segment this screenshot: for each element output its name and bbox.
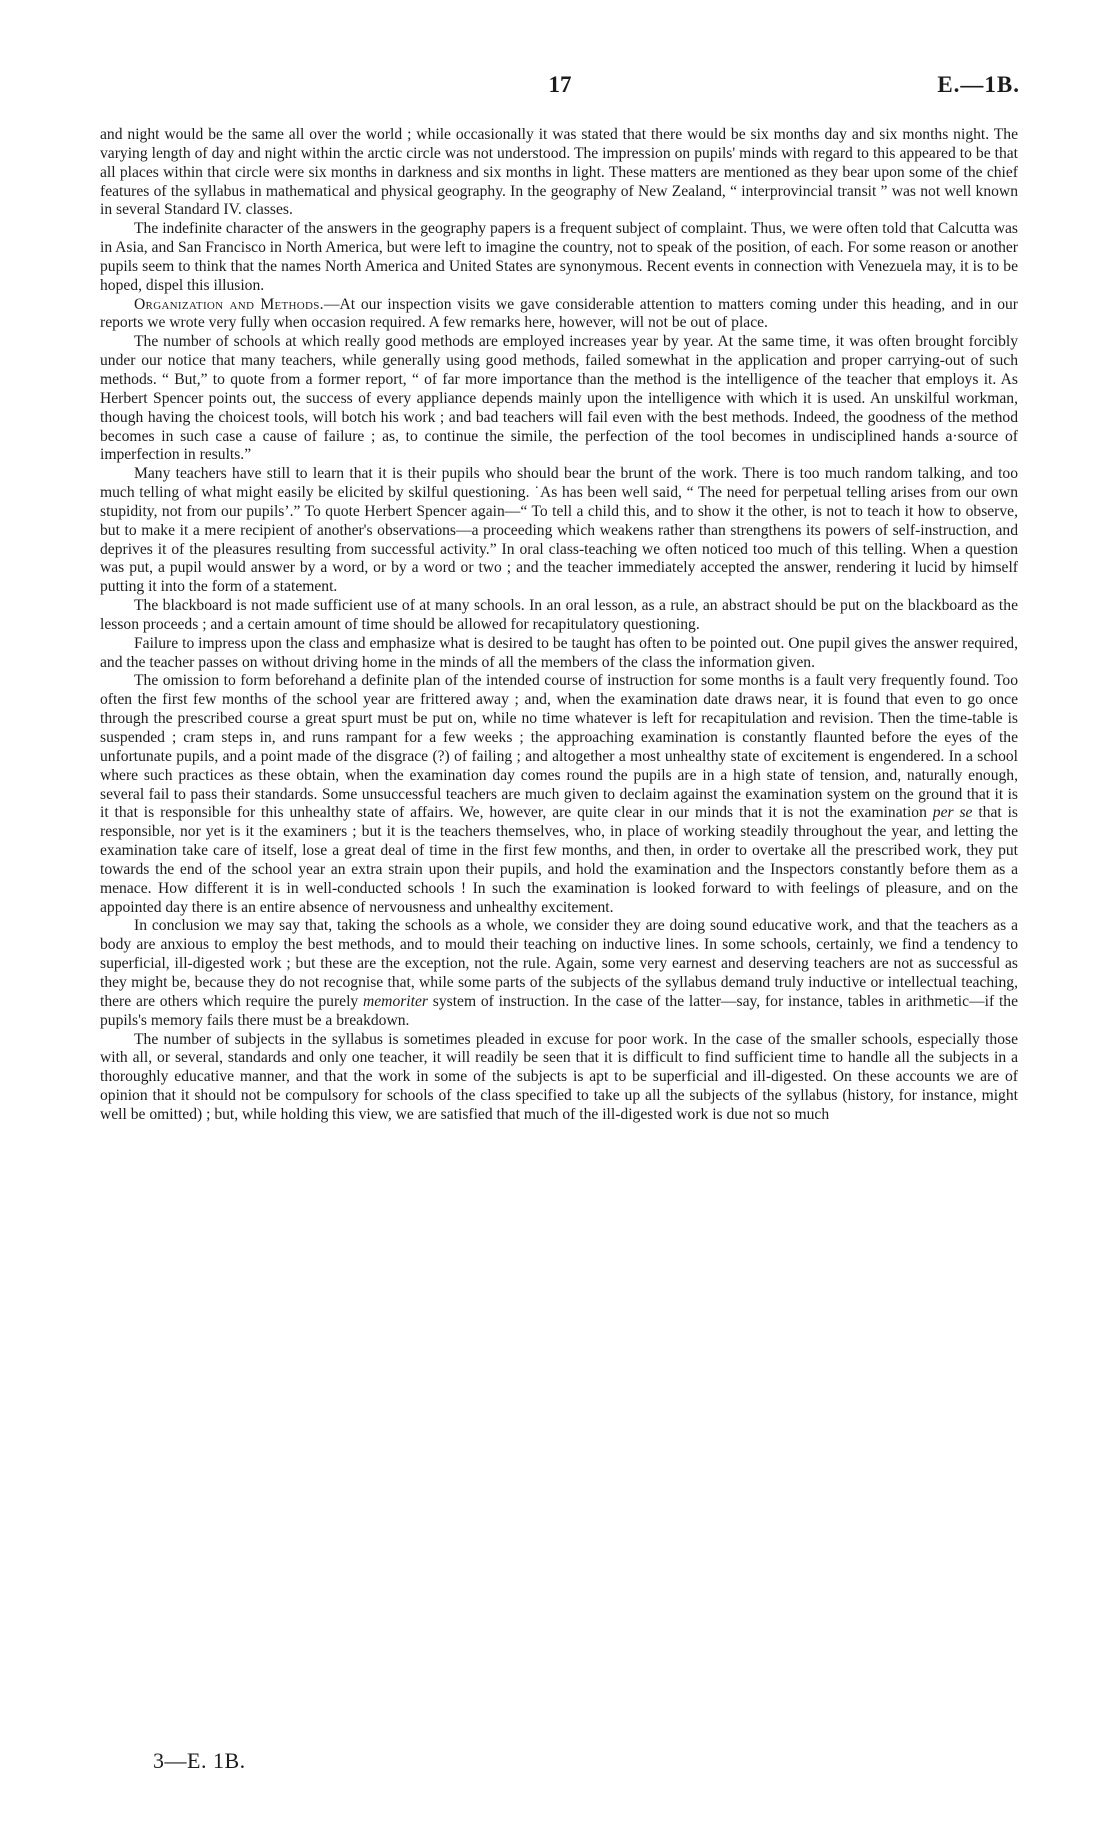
- paragraph-text: system of instruction. In the case of the latter—say, for instance, tables in arithmetic—if the pupils's memory fails there must be a breakdown.: [100, 992, 1018, 1029]
- paragraph-text: The omission to form beforehand a definite plan of the intended course of instruction for some months is a fault very frequently found. Too often the first few months of the school year are frittered away ; and, when the examination date draws near, it is found that even to go once through the prescribed course a great spurt must be put on, while no time whatever is left for recapitulation and revision. Then the time-table is suspended ; cram steps in, and runs rampant for a few weeks ; the approaching examination is constantly flaunted before the eyes of the unfortunate pupils, and a point made of the disgrace (?) of failing ; and altogether a most unhealthy state of excitement is engendered. In a school where such practices as these obtain, when the examination day comes round the pupils are in a high state of tension, and, naturally enough, several fail to pass their standards. Some unsuccessful teachers are much given to declaim against the examination system on the ground that it is it that is responsible for this unhealthy state of affairs. We, however, are quite clear in our minds that it is not the examination: [100, 672, 1018, 822]
- paragraph-text: In conclusion we may say that, taking the schools as a whole, we consider they are doing sound educative work, and that the teachers as a body are anxious to employ the best methods, and to mould their teaching on inductive lines. In some schools, certainly, we find a tendency to superficial, ill-digested work ; but these are the exception, not the rule. Again, some very earnest and deserving teachers are not as successful as they might be, because they do not recognise that, while some parts of the subjects of the syllabus demand truly inductive or intellectual teaching, there are others which require the purely: [100, 917, 1018, 1010]
- paragraph-geography-continued: and night would be the same all over the world ; while occasionally it was stated that there would be six months day and six months night. The varying length of day and night within the arctic circle was not understood. The impression on pupils' minds with regard to this appeared to be that all places within that circle were six months in darkness and six months in light. These matters are mentioned as they bear upon some of the chief features of the syllabus in mathematical and physical geography. In the geography of New Zealand, “ interprovincial transit ” was not well known in several Standard IV. classes.: [100, 126, 1018, 219]
- paragraph-plan-of-instruction: [100, 672, 1018, 917]
- page-header: [100, 72, 1020, 106]
- page-number: 17: [548, 72, 572, 97]
- document-code: E.—1B.: [937, 72, 1020, 97]
- paragraph-good-methods: The number of schools at which really good methods are employed increases year by year. At the same time, it was often brought forcibly under our notice that many teachers, while generally using good methods, failed somewhat in the application and proper carrying-out of such methods. “ But,” to quote from a former report, “ of far more importance than the method is the intelligence of the teacher that employs it. As Herbert Spencer points out, the success of every appliance depends mainly upon the intelligence with which it is used. An unskilful workman, though having the choicest tools, will botch his work ; and bad teachers will fail even with the best methods. Indeed, the goodness of the method becomes in such case a cause of failure ; as, to continue the simile, the perfection of the tool becomes in undisciplined hands a·source of imperfection in results.”: [100, 333, 1018, 464]
- paragraph-conclusion: [100, 917, 1018, 1030]
- paragraph-text: —At our inspection visits we gave considerable attention to matters coming under this heading, and in our reports we wrote very fully when occasion required. A few remarks here, however, will not be out of place.: [100, 295, 1018, 332]
- paragraph-telling: Many teachers have still to learn that it is their pupils who should bear the brunt of the work. There is too much random talking, and too much telling of what might easily be elicited by skilful questioning. ˙As has been well said, “ The need for perpetual telling arises from our own stupidity, not from our pupils’.” To quote Herbert Spencer again—“ To tell a child this, and to show it the other, is not to teach it how to observe, but to make it a mere recipient of another's observations—a proceeding which weakens rather than strengthens its powers of self-instruction, and deprives it of the pleasures resulting from successful activity.” In oral class-teaching we often noticed too much of this telling. When a question was put, a pupil would answer by a word, or by a word or two ; and the teacher immediately accepted the answer, rendering it lucid by himself putting it into the form of a statement.: [100, 465, 1018, 596]
- italic-term: per se: [932, 804, 973, 822]
- paragraph-organization-methods: [100, 296, 1018, 334]
- section-heading: Organization and Methods.: [134, 295, 324, 313]
- body-text: [100, 126, 1018, 1125]
- paragraph-number-of-subjects: The number of subjects in the syllabus is sometimes pleaded in excuse for poor work. In the case of the smaller schools, especially those with all, or several, standards and only one teacher, it will readily be seen that it is difficult to find sufficient time to handle all the subjects in a thoroughly educative manner, and that the work in some of the subjects is apt to be superficial and ill-digested. On these accounts we are of opinion that it should not be compulsory for schools of the class specified to take up all the subjects of the syllabus (history, for instance, might well be omitted) ; but, while holding this view, we are satisfied that much of the ill-digested work is due not so much: [100, 1030, 1018, 1123]
- paragraph-failure-to-impress: Failure to impress upon the class and emphasize what is desired to be taught has often to be pointed out. One pupil gives the answer required, and the teacher passes on without driving home in the minds of all the members of the class the information given.: [100, 634, 1018, 671]
- footer-signature: 3—E. 1B.: [153, 1748, 246, 1773]
- paragraph-geography-answers: The indefinite character of the answers in the geography papers is a frequent subject of complaint. Thus, we were often told that Calcutta was in Asia, and San Francisco in North America, but were left to imagine the country, not to speak of the position, of each. For some reason or another pupils seem to think that the names North America and United States are synonymous. Recent events in connection with Venezuela may, it is to be hoped, dispel this illusion.: [100, 220, 1018, 294]
- paragraph-text: that is responsible, nor yet is it the examiners ; but it is the teachers themselves, who, in place of working steadily throughout the year, and letting the examination take care of itself, lose a great deal of time in the first few months, and then, in order to overtake all the prescribed work, they put towards the end of the school year an extra strain upon their pupils, and hold the examination and the Inspectors constantly before them as a menace. How different it is in well-conducted schools ! In such the examination is looked forward to with feelings of pleasure, and on the appointed day there is an entire absence of nervousness and unhealthy excitement.: [100, 804, 1018, 916]
- italic-term: memoriter: [363, 992, 428, 1010]
- paragraph-blackboard: The blackboard is not made sufficient use of at many schools. In an oral lesson, as a rule, an abstract should be put on the blackboard as the lesson proceeds ; and a certain amount of time should be allowed for recapitulatory questioning.: [100, 597, 1018, 633]
